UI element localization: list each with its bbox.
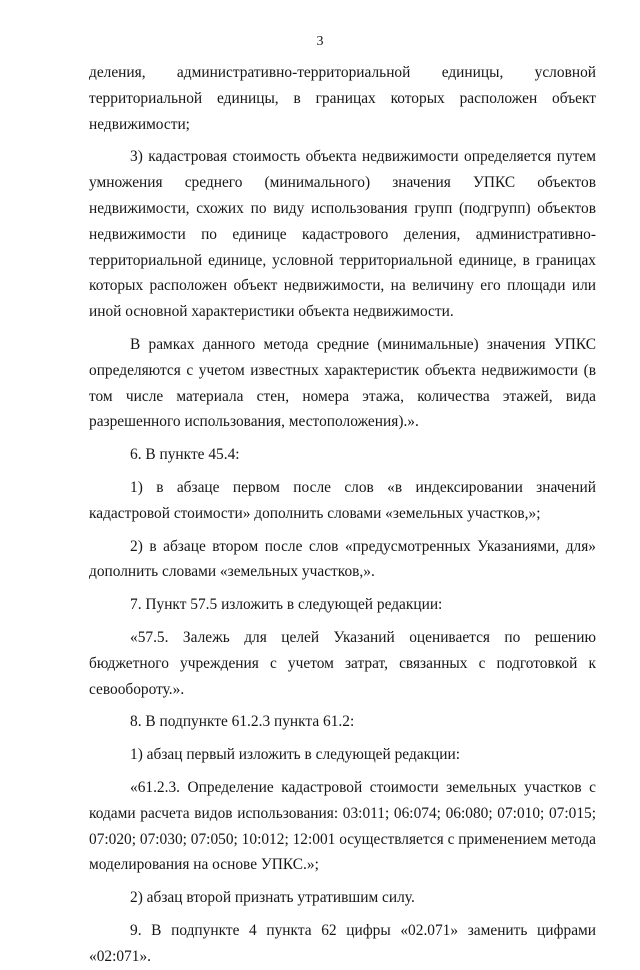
paragraph-point-61-2-3-text: «61.2.3. Определение кадастровой стоимости земельных участков с кодами расчета видов использования: 03:011; 06:074; 06:080; 07:010; 07:015; 07:020; 07:030; 07:050; 10:012; 12:001 осуществляется с применением метода моделирования на основе УПКС.»;	[89, 778, 596, 874]
paragraph-point-6-sub-1: 1) в абзаце первом после слов «в индексировании значений кадастровой стоимости» дополнить словами «земельных участков,»;	[89, 478, 596, 522]
paragraph-point-9: 9. В подпункте 4 пункта 62 цифры «02.071» заменить цифрами «02:071».	[89, 921, 596, 965]
paragraph-point-8-sub-1: 1) абзац первый изложить в следующей редакции:	[130, 746, 461, 764]
paragraph-point-6: 6. В пункте 45.4:	[130, 446, 240, 464]
paragraph-point-57-5-text: «57.5. Залежь для целей Указаний оценивается по решению бюджетного учреждения с учетом затрат, связанных с подготовкой к севообороту.».	[89, 628, 596, 698]
document-body	[89, 60, 596, 970]
paragraph-method-note: В рамках данного метода средние (минимальные) значения УПКС определяются с учетом известных характеристик объекта недвижимости (в том числе материала стен, номера этажа, количества этажей, вида разрешенного использования, местоположения).».	[89, 335, 596, 431]
paragraph-continuation: деления, административно-территориальной единицы, условной территориальной единицы, в границах которых расположен объект недвижимости;	[89, 64, 596, 133]
page-number: 3	[316, 34, 324, 49]
paragraph-point-6-sub-2: 2) в абзаце втором после слов «предусмотренных Указаниями, для» дополнить словами «земельных участков,».	[89, 537, 596, 581]
paragraph-point-7: 7. Пункт 57.5 изложить в следующей редакции:	[130, 596, 443, 614]
paragraph-point-8-sub-2: 2) абзац второй признать утратившим силу.	[130, 889, 415, 907]
paragraph-point-8: 8. В подпункте 61.2.3 пункта 61.2:	[130, 713, 355, 731]
paragraph-item-3: 3) кадастровая стоимость объекта недвижимости определяется путем умножения среднего (минимального) значения УПКС объектов недвижимости, схожих по виду использования групп (подгрупп) объектов недвижимости по единице кадастрового деления, административно-территориальной единице, условной территориальной единице, в границах которых расположен объект недвижимости, на величину его площади или иной основной характеристики объекта недвижимости.	[89, 148, 596, 321]
